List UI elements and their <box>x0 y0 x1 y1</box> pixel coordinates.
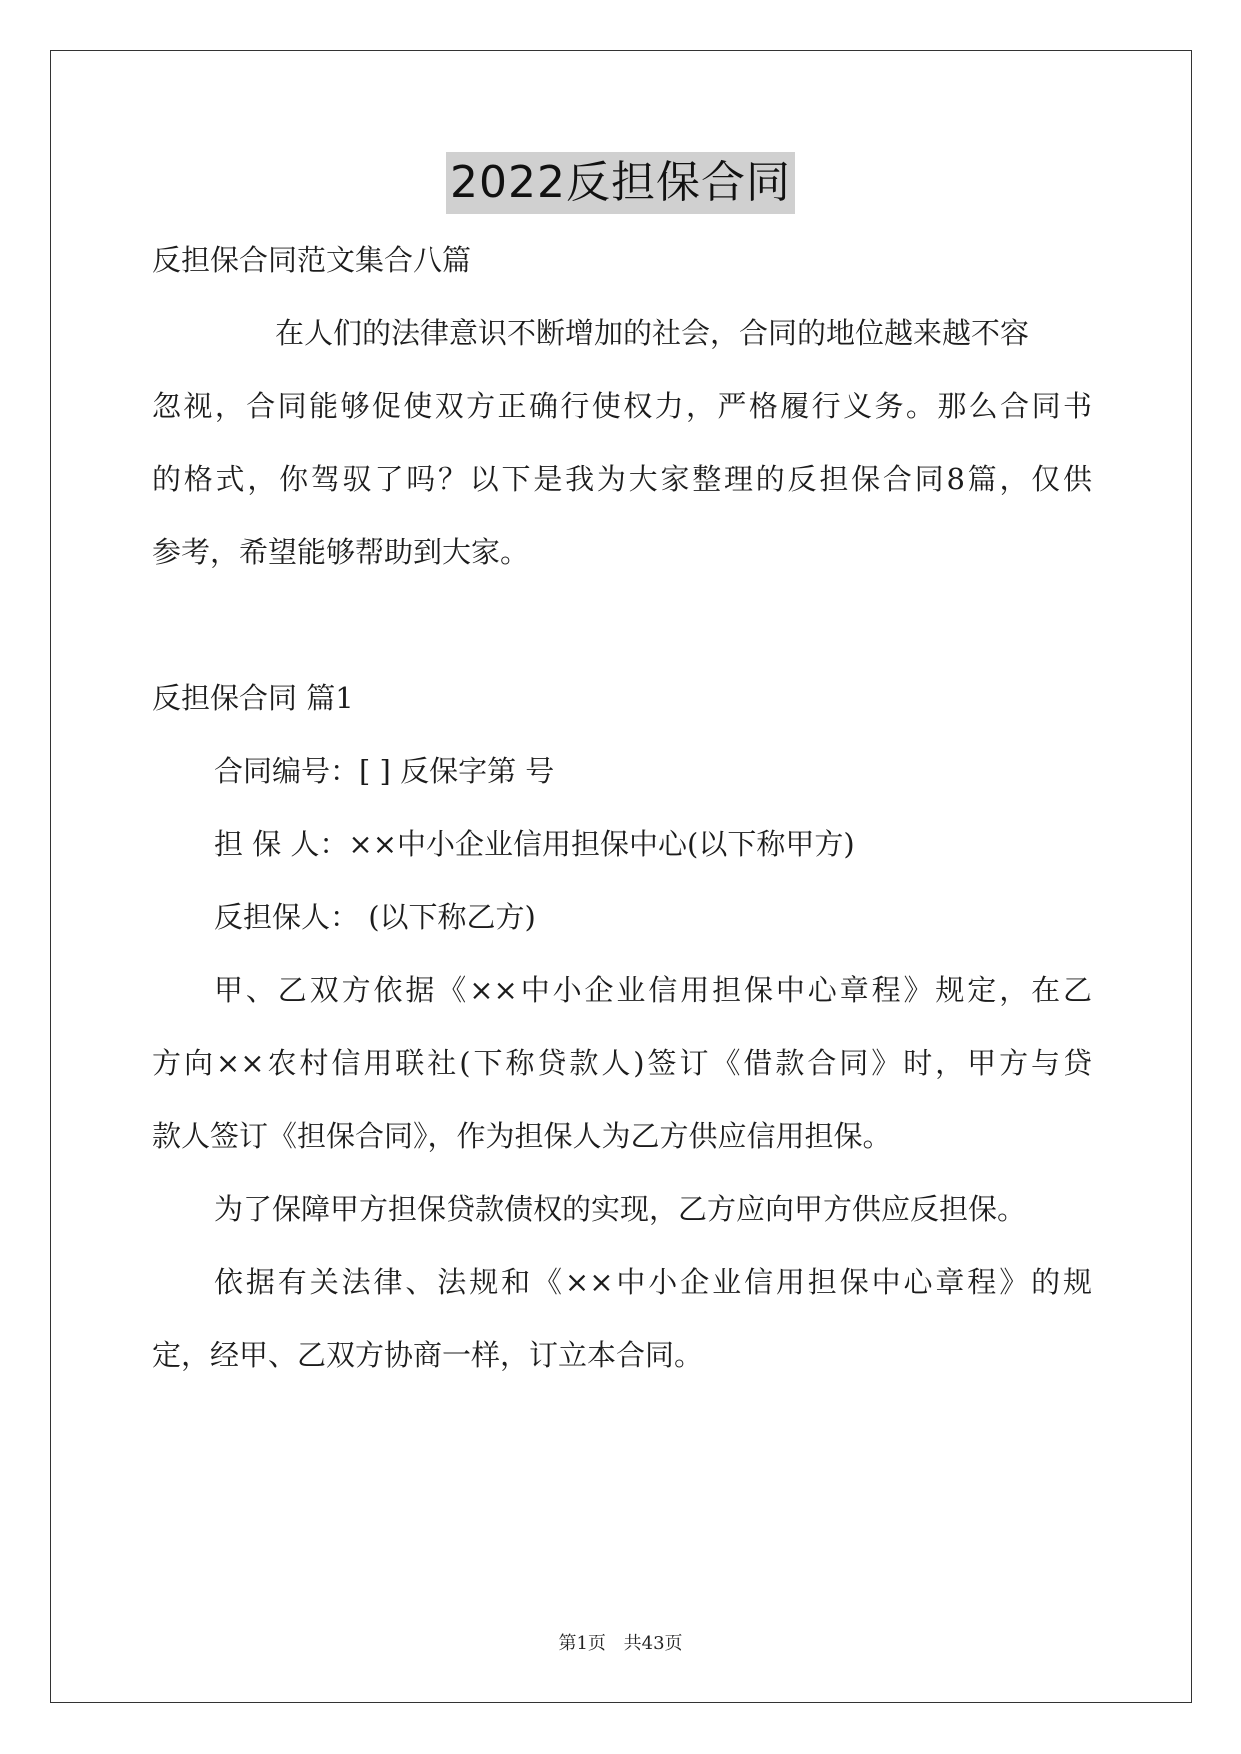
document-title: 2022反担保合同 <box>446 152 795 214</box>
intro-line-1: 在人们的法律意识不断增加的社会，合同的地位越来越不容 <box>275 316 1030 350</box>
title-wrap <box>0 152 1241 214</box>
body-line-5: 依据有关法律、法规和《××中小企业信用担保中心章程》的规 <box>214 1265 1092 1299</box>
page-total: 共43页 <box>623 1633 683 1654</box>
document-subtitle: 反担保合同范文集合八篇 <box>152 243 472 277</box>
body-line-4: 为了保障甲方担保贷款债权的实现，乙方应向甲方供应反担保。 <box>214 1192 1027 1226</box>
counter-guarantor-line: 反担保人： (以下称乙方) <box>214 900 536 934</box>
intro-line-4: 参考，希望能够帮助到大家。 <box>152 535 530 569</box>
body-line-3: 款人签订《担保合同》，作为担保人为乙方供应信用担保。 <box>152 1119 892 1153</box>
section-heading: 反担保合同 篇1 <box>152 681 354 715</box>
intro-line-3: 的格式，你驾驭了吗？以下是我为大家整理的反担保合同8篇，仅供 <box>152 462 1092 496</box>
page-footer <box>0 1632 1241 1656</box>
page-border <box>50 50 1192 1703</box>
contract-number: 合同编号：[ ] 反保字第 号 <box>214 754 555 788</box>
body-line-1: 甲、乙双方依据《××中小企业信用担保中心章程》规定，在乙 <box>214 973 1092 1007</box>
page-number: 第1页 <box>558 1633 606 1654</box>
guarantor-line: 担 保 人：××中小企业信用担保中心(以下称甲方) <box>214 827 855 861</box>
body-line-6: 定，经甲、乙双方协商一样，订立本合同。 <box>152 1338 704 1372</box>
body-line-2: 方向××农村信用联社(下称贷款人)签订《借款合同》时，甲方与贷 <box>152 1046 1092 1080</box>
intro-line-2: 忽视，合同能够促使双方正确行使权力，严格履行义务。那么合同书 <box>152 389 1092 423</box>
